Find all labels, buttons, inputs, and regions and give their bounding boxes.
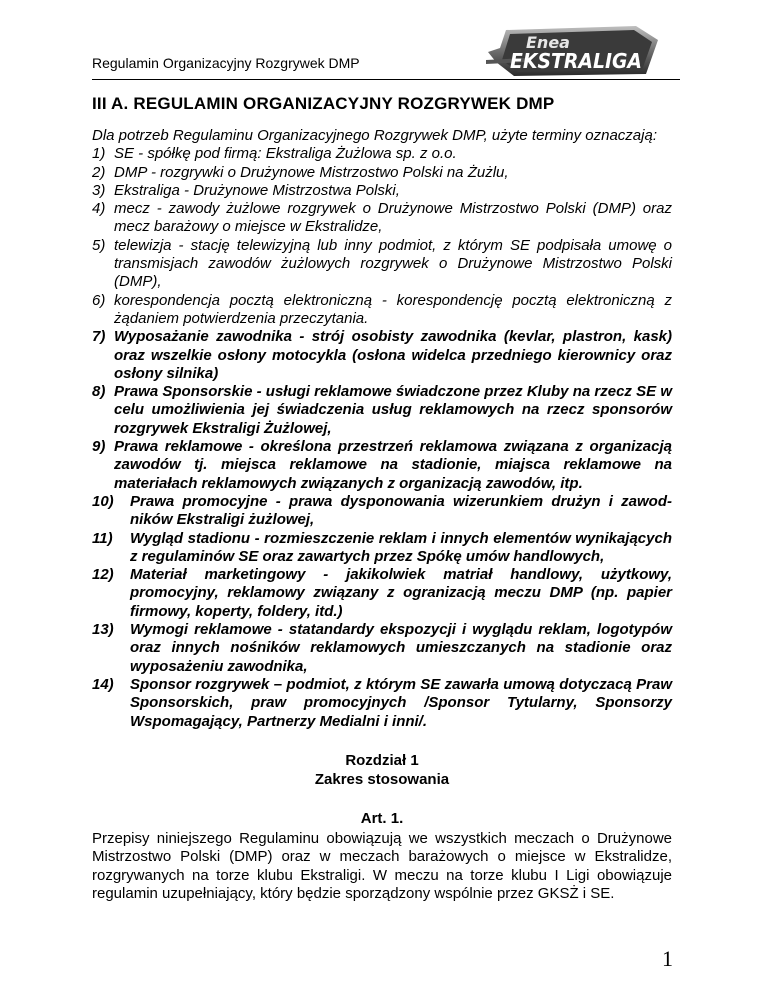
chapter-number: Rozdział 1 xyxy=(345,751,419,769)
list-item: 1) SE - spółkę pod firmą: Ekstraliga Żużlowa sp. z o.o. xyxy=(92,145,457,163)
article-body: Przepisy niniejszego Regulaminu obowiązują we wszystkich meczach o Drużynowe Mistrzostwo Polski (DMP) oraz w meczach barażowych o miejsce w Ekstralidze, rozgrywanych na torze klubu Ekstraligi. W meczu na torze klubu I Ligi obowiązuje regulamin uzupełniający, który będzie sporządzony wspólnie przez GKSŻ i SE. xyxy=(92,830,672,902)
list-item: 13) Wymogi reklamowe - statandardy ekspozycji i wyglądu reklam, logotypów oraz innych nośników reklamowych umieszczanych na stadionie oraz wyposażeniu zawodnika, xyxy=(92,621,672,675)
chapter-heading xyxy=(92,751,672,789)
chapter-title: Zakres stosowania xyxy=(314,770,450,788)
enea-ekstraliga-logo xyxy=(486,22,662,78)
list-item: 12) Materiał marketingowy - jakikolwiek matriał handlowy, użytkowy, promocyjny, reklamowy związany z ogranizacją meczu DMP (np. papier firmowy, koperty, foldery, itd.) xyxy=(92,566,672,620)
list-item: 7) Wyposażanie zawodnika - strój osobisty zawodnika (kevlar, plastron, kask) oraz wszelkie osłony motocykla (osłona widelca przedniego kierownicy oraz osłony silnika) xyxy=(92,328,672,382)
list-item: 2) DMP - rozgrywki o Drużynowe Mistrzostwo Polski na Żużlu, xyxy=(92,163,509,181)
document-title: III A. REGULAMIN ORGANIZACYJNY ROZGRYWEK DMP xyxy=(92,94,555,113)
article-title: Art. 1. xyxy=(360,809,404,827)
intro-paragraph: Dla potrzeb Regulaminu Organizacyjnego Rozgrywek DMP, użyte terminy oznaczają: xyxy=(92,127,657,144)
list-item: 8) Prawa Sponsorskie - usługi reklamowe świadczone przez Kluby na rzecz SE w celu umożliwienia jej świadczenia usług reklamowych na rzecz sponsorów rozgrywek Ekstraligi Żużlowej, xyxy=(92,383,672,437)
definitions-list xyxy=(92,145,672,731)
list-item: 5) telewizja - stację telewizyjną lub inny podmiot, z którym SE podpisała umowę o transmisjach zawodów żużlowych rozgrywek o Drużynowe Mistrzostwo Polski (DMP), xyxy=(92,236,672,291)
list-item: 11) Wygląd stadionu - rozmieszczenie reklam i innych elementów wynikających z regulaminów SE oraz zawartych przez Spókę umów handlowych, xyxy=(92,529,672,565)
list-item: 3) Ekstraliga - Drużynowe Mistrzostwa Polski, xyxy=(92,181,400,199)
list-item: 6) korespondencja pocztą elektroniczną - korespondencję pocztą elektroniczną z żądaniem potwierdzenia przeczytania. xyxy=(92,291,672,327)
page-header xyxy=(92,22,682,82)
header-title: Regulamin Organizacyjny Rozgrywek DMP xyxy=(92,55,360,71)
header-divider xyxy=(92,79,680,80)
list-item: 9) Prawa reklamowe - określona przestrzeń reklamowa związana z organizacją zawodów tj. miejsca reklamowe na stadionie, miajsca reklamowe na materiałach reklamowych związanych z organizacją zawodów, itp. xyxy=(92,438,672,492)
document-body xyxy=(92,127,672,903)
logo-enea-text: Enea xyxy=(526,33,570,52)
list-item: 10) Prawa promocyjne - prawa dysponowania wizerunkiem drużyn i zawod-ników Ekstraligi żużlowej, xyxy=(92,492,672,529)
logo-ekstraliga-text: EKSTRALIGA xyxy=(510,49,642,73)
list-item: 14) Sponsor rozgrywek – podmiot, z którym SE zawarła umową dotyczacą Praw Sponsorskich, praw promocyjnych /Sponsor Tytularny, Sponsorzy Wspomagający, Partnerzy Medialni i inni/. xyxy=(92,675,672,730)
list-item: 4) mecz - zawody żużlowe rozgrywek o Drużynowe Mistrzostwo Polski (DMP) oraz mecz barażowy o miejsce w Ekstralidze, xyxy=(92,200,672,236)
page-number: 1 xyxy=(662,946,673,971)
